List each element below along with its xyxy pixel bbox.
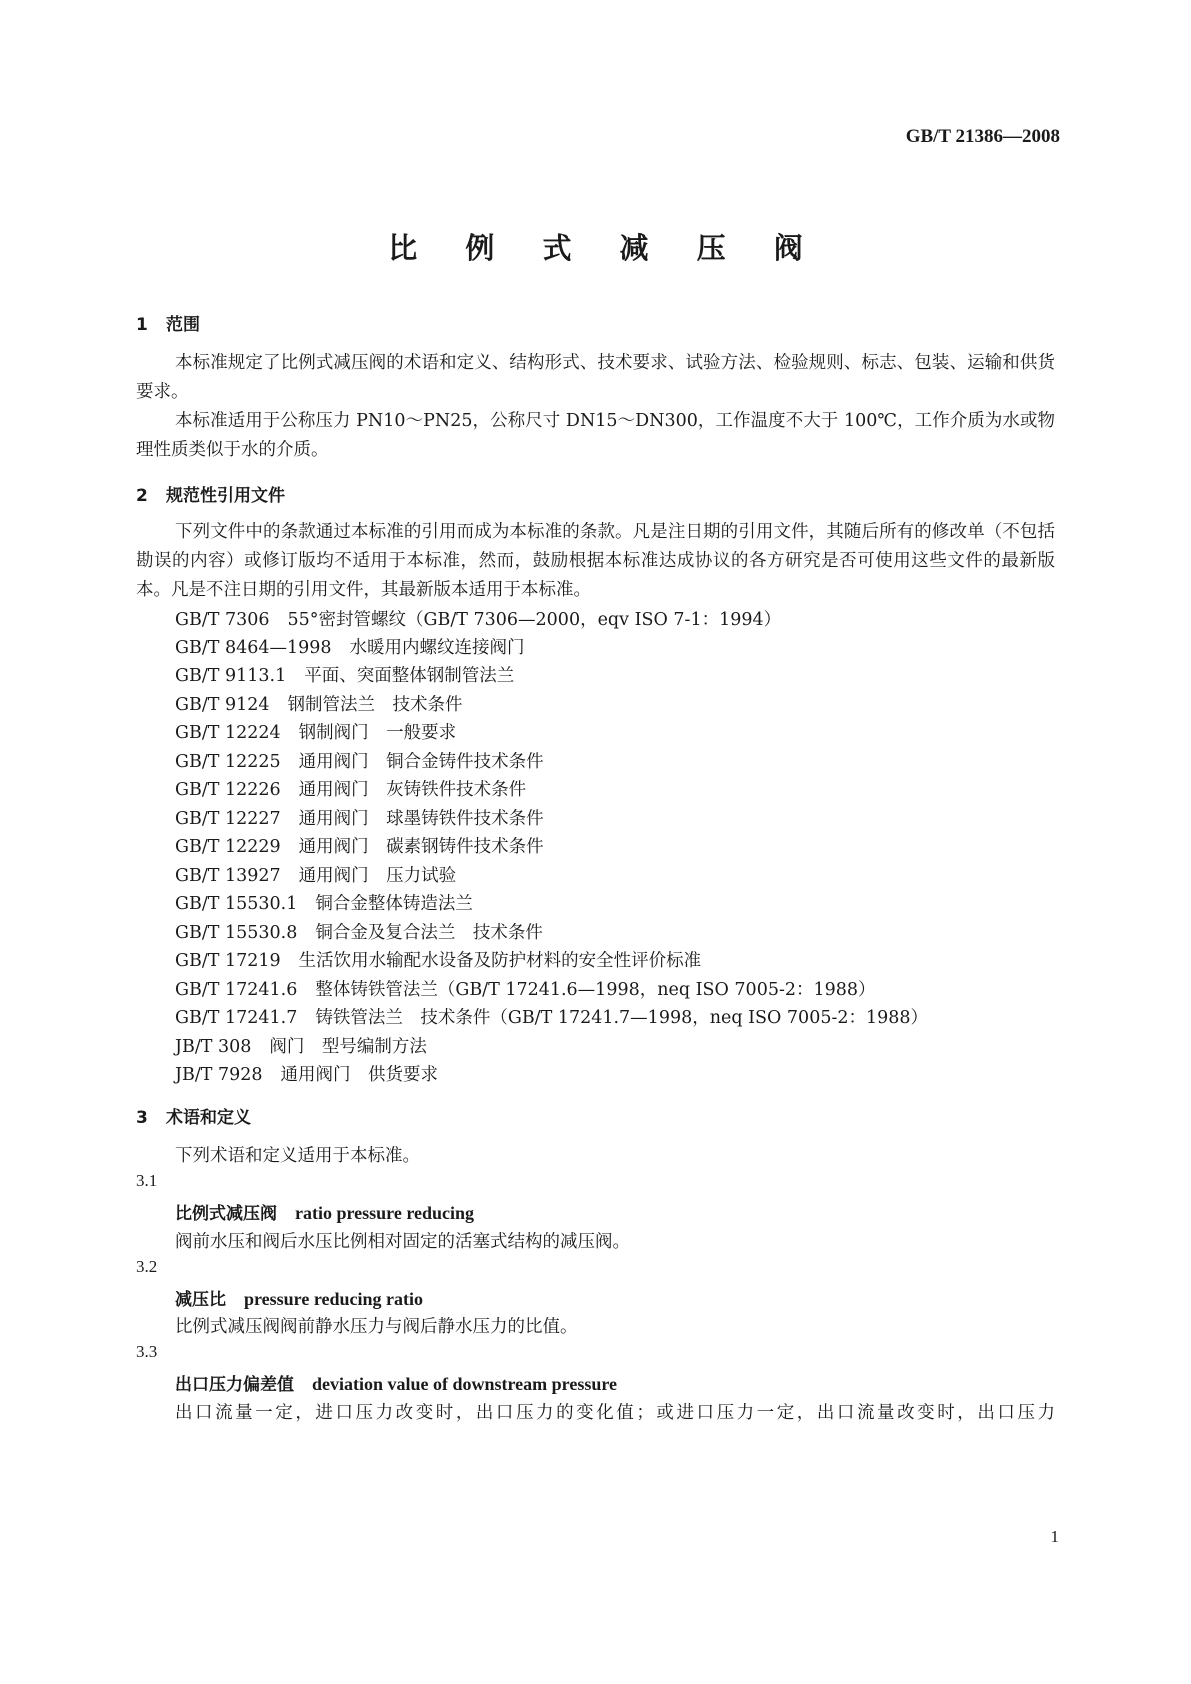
reference-item [175,1004,928,1029]
clause-number: 3.3 [136,1342,158,1361]
section-title: 范围 [166,315,200,335]
term-english: deviation value of downstream pressure [312,1374,618,1394]
reference-code: GB/T 12225 [175,752,281,772]
section-3-intro: 下列术语和定义适用于本标准。 [175,1146,420,1166]
reference-item [175,606,781,631]
document-title: 比 例 式 减 压 阀 [388,231,822,265]
reference-item [175,805,544,830]
reference-item [175,1061,438,1086]
reference-title: 铸铁管法兰 技术条件（GB/T 17241.7—1998，neq ISO 7005-2：1988） [315,1008,929,1028]
reference-item [175,748,544,773]
section-title: 术语和定义 [166,1108,251,1128]
term-entry [175,1285,423,1310]
reference-item [175,862,456,887]
section-1-heading [136,310,200,335]
clause-number: 3.2 [136,1257,158,1276]
reference-item [175,691,463,716]
reference-code: GB/T 17241.6 [175,980,298,1000]
term-entry [175,1199,474,1224]
reference-code: GB/T 15530.1 [175,894,298,914]
reference-title: 整体铸铁管法兰（GB/T 17241.6—1998，neq ISO 7005-2：1988） [315,980,876,1000]
section-title: 规范性引用文件 [166,486,285,506]
term-entry [175,1370,617,1395]
section-number: 2 [136,486,148,506]
reference-item [175,634,525,659]
reference-title: 通用阀门 灰铸铁件技术条件 [298,780,527,800]
standard-code: GB/T 21386—2008 [905,126,1060,147]
reference-title: 平面、突面整体钢制管法兰 [304,666,515,686]
reference-code: GB/T 13927 [175,866,281,886]
reference-title: 55°密封管螺纹（GB/T 7306—2000，eqv ISO 7-1：1994） [287,610,782,630]
reference-code: GB/T 17219 [175,951,281,971]
reference-title: 铜合金及复合法兰 技术条件 [315,923,543,943]
reference-title: 通用阀门 铜合金铸件技术条件 [298,752,544,772]
reference-code: GB/T 12229 [175,837,281,857]
term-definition: 比例式减压阀阀前静水压力与阀后静水压力的比值。 [175,1317,578,1337]
reference-item [175,919,543,944]
reference-code: GB/T 15530.8 [175,923,298,943]
clause-number: 3.1 [136,1171,158,1190]
reference-title: 水暖用内螺纹连接阀门 [349,638,525,658]
section-number: 1 [136,315,148,335]
reference-item [175,662,514,687]
reference-title: 阀门 型号编制方法 [269,1037,427,1057]
reference-title: 通用阀门 球墨铸铁件技术条件 [298,809,544,829]
reference-code: GB/T 9113.1 [175,666,287,686]
reference-item [175,719,456,744]
reference-code: GB/T 7306 [175,610,270,630]
reference-title: 通用阀门 供货要求 [280,1065,439,1085]
section-number: 3 [136,1108,148,1128]
term-chinese: 减压比 [175,1290,226,1310]
reference-title: 铜合金整体铸造法兰 [315,894,473,914]
reference-code: GB/T 12224 [175,723,281,743]
reference-code: GB/T 12227 [175,809,281,829]
reference-item [175,976,876,1001]
term-definition: 阀前水压和阀后水压比例相对固定的活塞式结构的减压阀。 [175,1232,630,1252]
reference-code: GB/T 12226 [175,780,281,800]
reference-item [175,1033,427,1058]
reference-code: GB/T 8464—1998 [175,638,332,658]
reference-title: 通用阀门 碳素钢铸件技术条件 [298,837,544,857]
reference-title: 钢制管法兰 技术条件 [287,695,463,715]
reference-item [175,890,473,915]
section-1-paragraph-1: 本标准规定了比例式减压阀的术语和定义、结构形式、技术要求、试验方法、检验规则、标志、包装、运输和供货要求。 [136,353,1055,402]
reference-item [175,947,701,972]
section-1-paragraph-2: 本标准适用于公称压力 PN10～PN25，公称尺寸 DN15～DN300，工作温度不大于 100℃，工作介质为水或物理性质类似于水的介质。 [136,411,1055,460]
term-definition: 出口流量一定，进口压力改变时，出口压力的变化值；或进口压力一定，出口流量改变时，出口压力 [175,1403,1055,1423]
reference-code: GB/T 17241.7 [175,1008,298,1028]
term-chinese: 比例式减压阀 [175,1204,277,1224]
reference-code: JB/T 7928 [175,1065,263,1085]
term-chinese: 出口压力偏差值 [175,1375,294,1395]
reference-item [175,776,526,801]
reference-title: 生活饮用水输配水设备及防护材料的安全性评价标准 [298,951,702,971]
reference-code: GB/T 9124 [175,695,270,715]
page-number: 1 [1050,1527,1059,1546]
reference-title: 钢制阀门 一般要求 [298,723,457,743]
term-english: ratio pressure reducing [295,1203,474,1223]
reference-code: JB/T 308 [175,1037,252,1057]
term-english: pressure reducing ratio [244,1289,423,1309]
reference-item [175,833,544,858]
section-2-intro: 下列文件中的条款通过本标准的引用而成为本标准的条款。凡是注日期的引用文件，其随后所有的修改单（不包括勘误的内容）或修订版均不适用于本标准，然而，鼓励根据本标准达成协议的各方研究是否可使用这些文件的最新版本。凡是不注日期的引用文件，其最新版本适用于本标准。 [136,522,1055,600]
section-2-heading [136,481,285,506]
section-3-heading [136,1103,251,1128]
reference-title: 通用阀门 压力试验 [298,866,457,886]
